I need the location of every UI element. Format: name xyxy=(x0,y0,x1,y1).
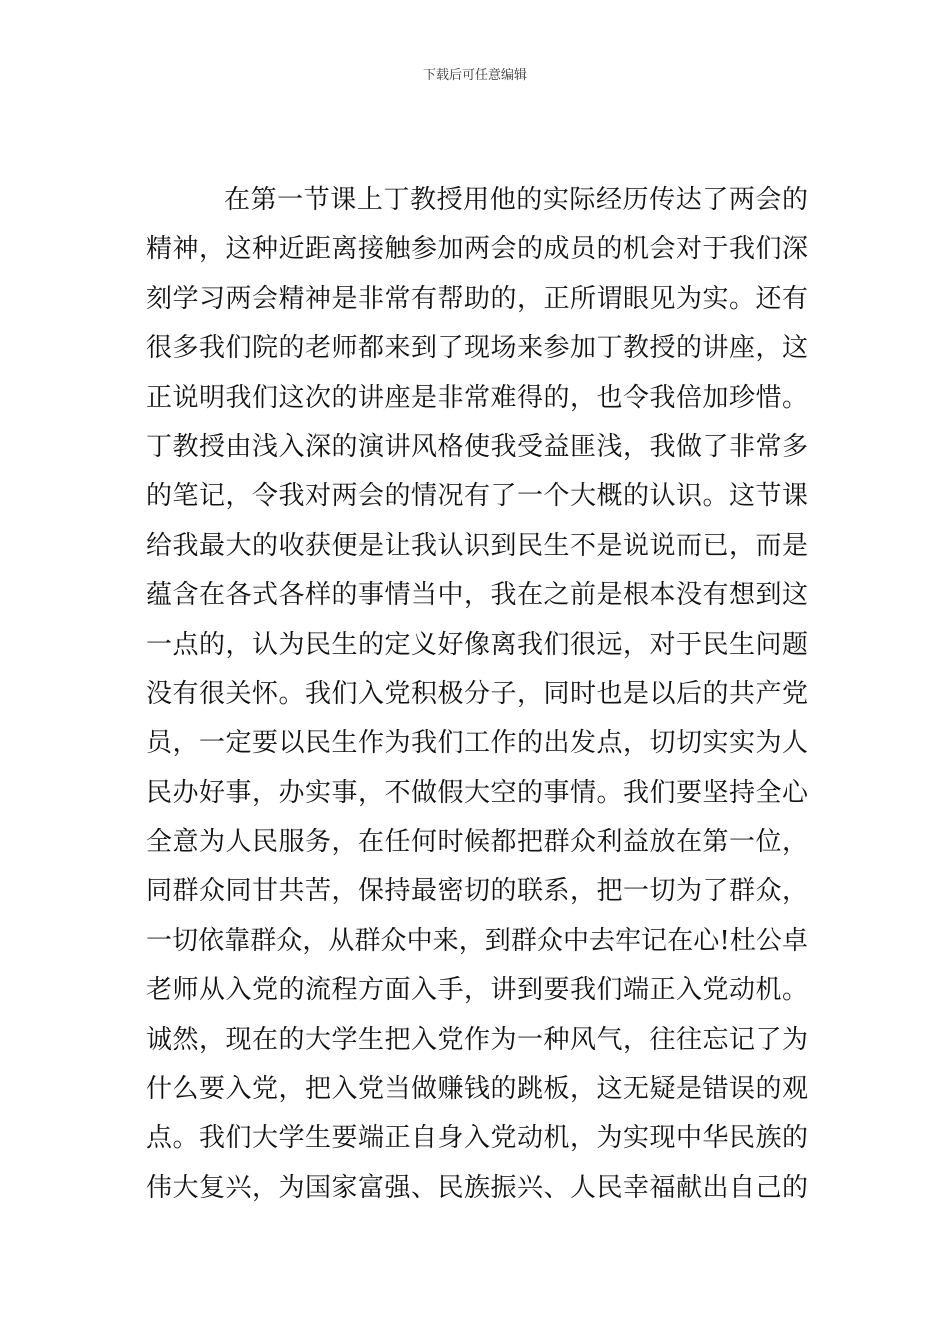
text-line: 一切依靠群众，从群众中来，到群众中去牢记在心!杜公卓 xyxy=(146,925,808,956)
text-line: 一点的，认为民生的定义好像离我们很远，对于民生问题 xyxy=(146,629,808,660)
text-line: 给我最大的收获便是让我认识到民生不是说说而已，而是 xyxy=(146,530,808,561)
text-line: 老师从入党的流程方面入手，讲到要我们端正入党动机。 xyxy=(146,975,808,1006)
text-line: 没有很关怀。我们入党积极分子，同时也是以后的共产党 xyxy=(146,678,808,709)
text-line: 什么要入党，把入党当做赚钱的跳板，这无疑是错误的观 xyxy=(146,1074,808,1105)
body-paragraph xyxy=(146,176,808,1213)
text-line: 在第一节课上丁教授用他的实际经历传达了两会的 xyxy=(224,185,808,215)
text-line: 员，一定要以民生作为我们工作的出发点，切切实实为人 xyxy=(146,728,808,759)
text-line: 刻学习两会精神是非常有帮助的，正所谓眼见为实。还有 xyxy=(146,283,808,314)
text-line: 点。我们大学生要端正自身入党动机，为实现中华民族的 xyxy=(146,1123,808,1154)
text-line: 正说明我们这次的讲座是非常难得的，也令我倍加珍惜。 xyxy=(146,382,808,413)
text-line: 蕴含在各式各样的事情当中，我在之前是根本没有想到这 xyxy=(146,580,808,611)
text-line: 全意为人民服务，在任何时候都把群众利益放在第一位， xyxy=(146,827,808,858)
text-line: 同群众同甘共苦，保持最密切的联系，把一切为了群众， xyxy=(146,876,808,907)
text-line: 很多我们院的老师都来到了现场来参加丁教授的讲座，这 xyxy=(146,333,808,364)
header-note: 下载后可任意编辑 xyxy=(422,68,527,83)
text-line: 的笔记，令我对两会的情况有了一个大概的认识。这节课 xyxy=(146,481,808,512)
text-line: 精神，这种近距离接触参加两会的成员的机会对于我们深 xyxy=(146,234,808,265)
text-line: 丁教授由浅入深的演讲风格使我受益匪浅，我做了非常多 xyxy=(146,431,808,462)
text-line: 民办好事，办实事，不做假大空的事情。我们要坚持全心 xyxy=(146,777,808,808)
text-line: 伟大复兴，为国家富强、民族振兴、人民幸福献出自己的 xyxy=(146,1172,808,1203)
text-line: 诚然，现在的大学生把入党作为一种风气，往往忘记了为 xyxy=(146,1024,808,1055)
